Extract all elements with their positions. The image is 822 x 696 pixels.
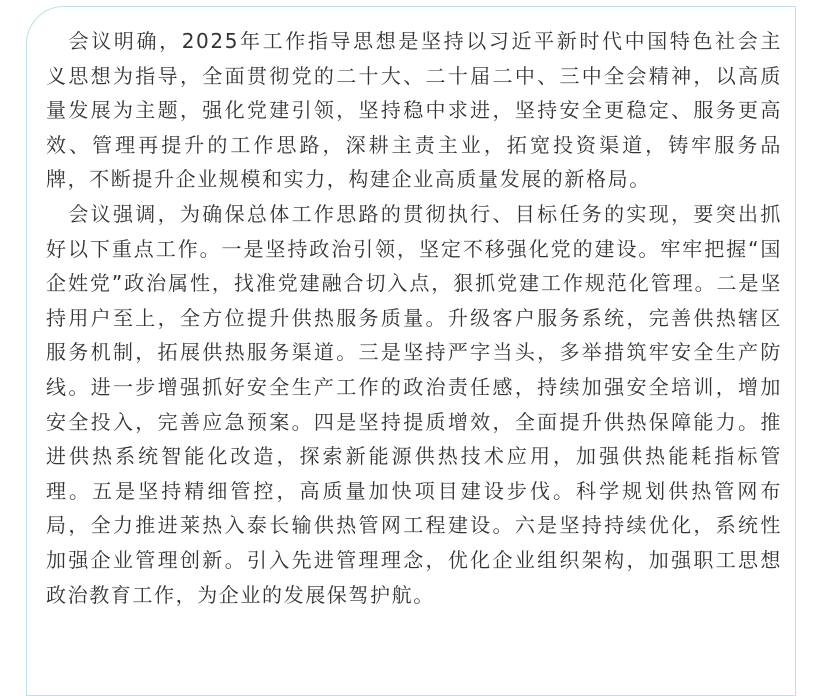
article-body	[46, 24, 782, 612]
paragraph-meeting-clarified	[46, 24, 782, 197]
text-line: 局，全力推进莱热入泰长输供热管网工程建设。六是坚持持续优化，系统性	[46, 513, 782, 538]
text-line: 服务机制，拓展供热服务渠道。三是坚持严字当头，多举措筑牢安全生产防	[46, 340, 782, 365]
text-line: 义思想为指导，全面贯彻党的二十大、二十届二中、三中全会精神，以高质	[46, 63, 782, 88]
text-line: 会议明确，2025年工作指导思想是坚持以习近平新时代中国特色社会主	[46, 29, 782, 53]
text-line: 安全投入，完善应急预案。四是坚持提质增效，全面提升供热保障能力。推	[46, 409, 782, 434]
paragraph-meeting-emphasized	[46, 197, 782, 612]
text-line: 政治教育工作，为企业的发展保驾护航。	[46, 582, 435, 607]
text-line: 会议强调，为确保总体工作思路的贯彻执行、目标任务的实现，要突出抓	[46, 201, 782, 226]
text-line: 效、管理再提升的工作思路，深耕主责主业，拓宽投资渠道，铸牢服务品	[46, 132, 782, 157]
text-line: 牌，不断提升企业规模和实力，构建企业高质量发展的新格局。	[46, 167, 651, 192]
text-line: 进供热系统智能化改造，探索新能源供热技术应用，加强供热能耗指标管	[46, 444, 782, 469]
text-line: 加强企业管理创新。引入先进管理理念，优化企业组织架构，加强职工思想	[46, 547, 782, 572]
text-line: 持用户至上，全方位提升供热服务质量。升级客户服务系统，完善供热辖区	[46, 305, 782, 330]
text-line: 理。五是坚持精细管控，高质量加快项目建设步伐。科学规划供热管网布	[46, 478, 782, 503]
text-line: 线。进一步增强抓好安全生产工作的政治责任感，持续加强安全培训，增加	[46, 374, 782, 399]
text-line: 好以下重点工作。一是坚持政治引领，坚定不移强化党的建设。牢牢把握“国	[46, 236, 782, 261]
text-line: 企姓党”政治属性，找准党建融合切入点，狠抓党建工作规范化管理。二是坚	[46, 271, 782, 296]
text-line: 量发展为主题，强化党建引领，坚持稳中求进，坚持安全更稳定、服务更高	[46, 98, 782, 123]
